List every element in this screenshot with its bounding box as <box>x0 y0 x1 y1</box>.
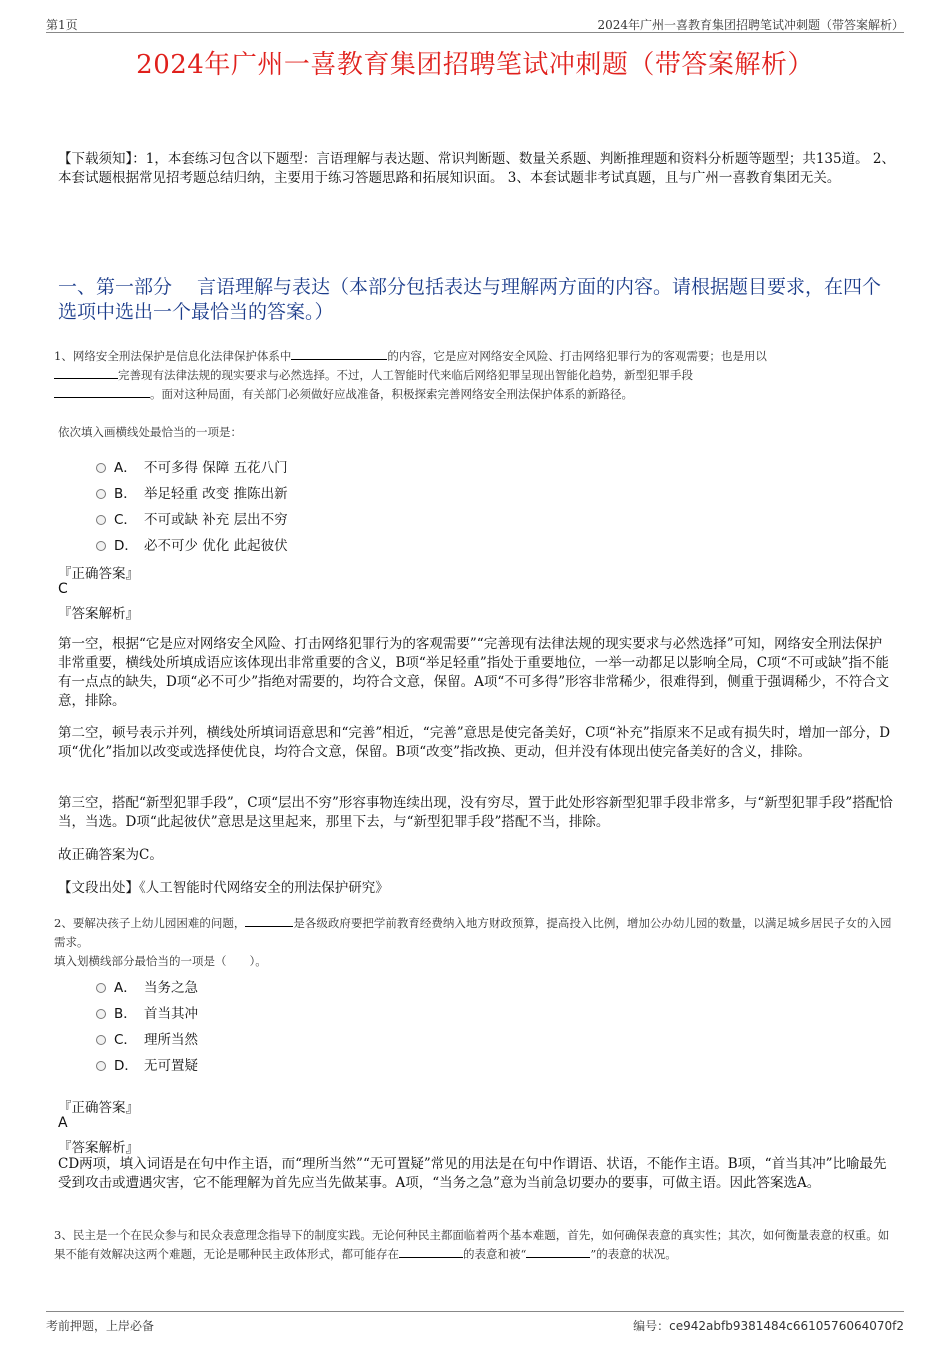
q3-stem-part-c: ”的表意的状况。 <box>590 1247 677 1261</box>
radio-icon[interactable] <box>96 1009 106 1019</box>
q3-blank-1 <box>399 1245 463 1258</box>
q1-stem-part-b: 的内容，它是应对网络安全风险、打击网络犯罪行为的客观需要；也是用以 <box>387 349 767 363</box>
q3-blank-2 <box>526 1245 590 1258</box>
q1-blank-2 <box>54 366 118 379</box>
q1-analysis-paragraph-3: 第三空，搭配“新型犯罪手段”，C项“层出不穷”形容事物连续出现，没有穷尽，置于此处形容新型犯罪手段非常多，与“新型犯罪手段”搭配恰当，当选。D项“此起彼伏”意思是这里起来，那里下去，与“新型犯罪手段”搭配不当，排除。 <box>58 795 893 830</box>
q1-analysis-paragraph-2: 第二空，顿号表示并列，横线处所填词语意思和“完善”相近，“完善”意思是使完备美好，C项“补充”指原来不足或有损失时，增加一部分，D项“优化”指加以改变或选择使优良，均符合文意，保留。B项“改变”指改换、更动，但并没有体现出使完备美好的含义，排除。 <box>58 725 891 760</box>
download-notice: 【下载须知】：1，本套练习包含以下题型：言语理解与表达题、常识判断题、数量关系题、判断推理题和资料分析题等题型；共135道。 2、本套试题根据常见招考题总结归纳，主要用于练习答题思路和拓展知识面。 3、本套试题非考试真题，且与广州一喜教育集团无关。 <box>58 151 895 186</box>
q1-answer-label: 『正确答案』 <box>58 566 139 582</box>
q3-stem-part-a: 3、民主是一个在民众参与和民众表意理念指导下的制度实践。无论何种民主都面临着两个基本难题，首先，如何确保表意的真实性；其次，如何衡量表意的权重。如果不能有效解决这两个难题，无论是哪种民主政体形式，都可能存在 <box>54 1228 890 1261</box>
footer-code <box>633 1317 904 1334</box>
section-title: 一、第一部分 言语理解与表达（本部分包括表达与理解两方面的内容。请根据题目要求，在四个选项中选出一个最恰当的答案。） <box>58 276 882 323</box>
q2-prompt: 填入划横线部分最恰当的一项是（ ）。 <box>54 954 267 968</box>
q1-analysis-paragraph-1: 第一空，根据“它是应对网络安全风险、打击网络犯罪行为的客观需要”“完善现有法律法规的现实要求与必然选择”可知，网络安全刑法保护非常重要，横线处所填成语应该体现出非常重要的含义，B项“举足轻重”指处于重要地位，一举一动都足以影响全局，C项“不可或缺”指不能有一点点的缺失，D项“必不可少”指绝对需要的，均符合文意，保留。A项“不可多得”形容非常稀少，很难得到，侧重于强调稀少，不符合文意，排除。 <box>58 636 890 709</box>
radio-icon[interactable] <box>96 983 106 993</box>
question-2-stem <box>54 914 899 952</box>
document-title: 2024年广州一喜教育集团招聘笔试冲刺题（带答案解析） <box>136 50 814 80</box>
q2-option-a[interactable]: A． 当务之急 <box>96 976 198 996</box>
q3-stem-part-b: 的表意和被“ <box>463 1247 527 1261</box>
q1-stem-part-a: 1、网络安全刑法保护是信息化法律保护体系中 <box>54 349 292 363</box>
radio-icon[interactable] <box>96 515 106 525</box>
page-footer <box>46 1311 904 1334</box>
q2-option-c[interactable]: C． 理所当然 <box>96 1028 198 1048</box>
q1-blank-3 <box>54 385 150 398</box>
q1-option-b[interactable]: B． 举足轻重 改变 推陈出新 <box>96 482 288 502</box>
question-3-stem <box>54 1226 899 1264</box>
q2-analysis: CD两项，填入词语是在句中作主语，而“理所当然”“无可置疑”常见的用法是在句中作谓语、状语，不能作主语。B项，“首当其冲”比喻最先受到攻击或遭遇灾害，它不能理解为首先应当先做某事。A项，“当务之急”意为当前急切要办的要事，可做主语。因此答案选A。 <box>58 1156 887 1191</box>
radio-icon[interactable] <box>96 1061 106 1071</box>
q2-stem-part-b: 是各级政府要把学前教育经费纳入地方财政预算，提高投入比例，增加公办幼儿园的数量，以满足城乡居民子女的入园需求。 <box>54 916 892 949</box>
q2-stem-part-a: 2、要解决孩子上幼儿园困难的问题， <box>54 916 246 930</box>
radio-icon[interactable] <box>96 1035 106 1045</box>
q1-stem-part-d: 。面对这种局面，有关部门必须做好应战准备，积极探索完善网络安全刑法保护体系的新路径。 <box>150 387 633 401</box>
q1-source: 【文段出处】《人工智能时代网络安全的刑法保护研究》 <box>58 880 389 896</box>
q2-answer: A <box>58 1115 68 1131</box>
q1-option-a[interactable]: A． 不可多得 保障 五花八门 <box>96 456 288 476</box>
q1-blank-1 <box>291 347 387 360</box>
footer-code-value: ce942abfb9381484c6610576064070f2 <box>669 1319 904 1333</box>
page-number: 第1页 <box>46 18 78 32</box>
q1-prompt: 依次填入画横线处最恰当的一项是： <box>58 425 242 439</box>
q1-answer: C <box>58 581 68 597</box>
radio-icon[interactable] <box>96 541 106 551</box>
q2-analysis-label: 『答案解析』 <box>58 1140 139 1156</box>
q2-answer-label: 『正确答案』 <box>58 1100 139 1116</box>
q1-option-c[interactable]: C． 不可或缺 补充 层出不穷 <box>96 508 288 528</box>
question-1-stem <box>54 347 899 404</box>
header-doc-title: 2024年广州一喜教育集团招聘笔试冲刺题（带答案解析） <box>597 18 904 32</box>
page-header <box>46 12 904 33</box>
q1-option-d[interactable]: D． 必不可少 优化 此起彼伏 <box>96 534 288 554</box>
radio-icon[interactable] <box>96 489 106 499</box>
q1-conclusion: 故正确答案为C。 <box>58 847 163 863</box>
q1-stem-part-c: 完善现有法律法规的现实要求与必然选择。不过，人工智能时代来临后网络犯罪呈现出智能化趋势，新型犯罪手段 <box>118 368 693 382</box>
radio-icon[interactable] <box>96 463 106 473</box>
footer-code-label: 编号： <box>633 1319 670 1333</box>
q1-analysis-label: 『答案解析』 <box>58 606 139 622</box>
footer-slogan: 考前押题，上岸必备 <box>46 1319 155 1333</box>
q2-blank <box>245 914 293 927</box>
q2-option-b[interactable]: B． 首当其冲 <box>96 1002 198 1022</box>
q2-option-d[interactable]: D． 无可置疑 <box>96 1054 198 1074</box>
